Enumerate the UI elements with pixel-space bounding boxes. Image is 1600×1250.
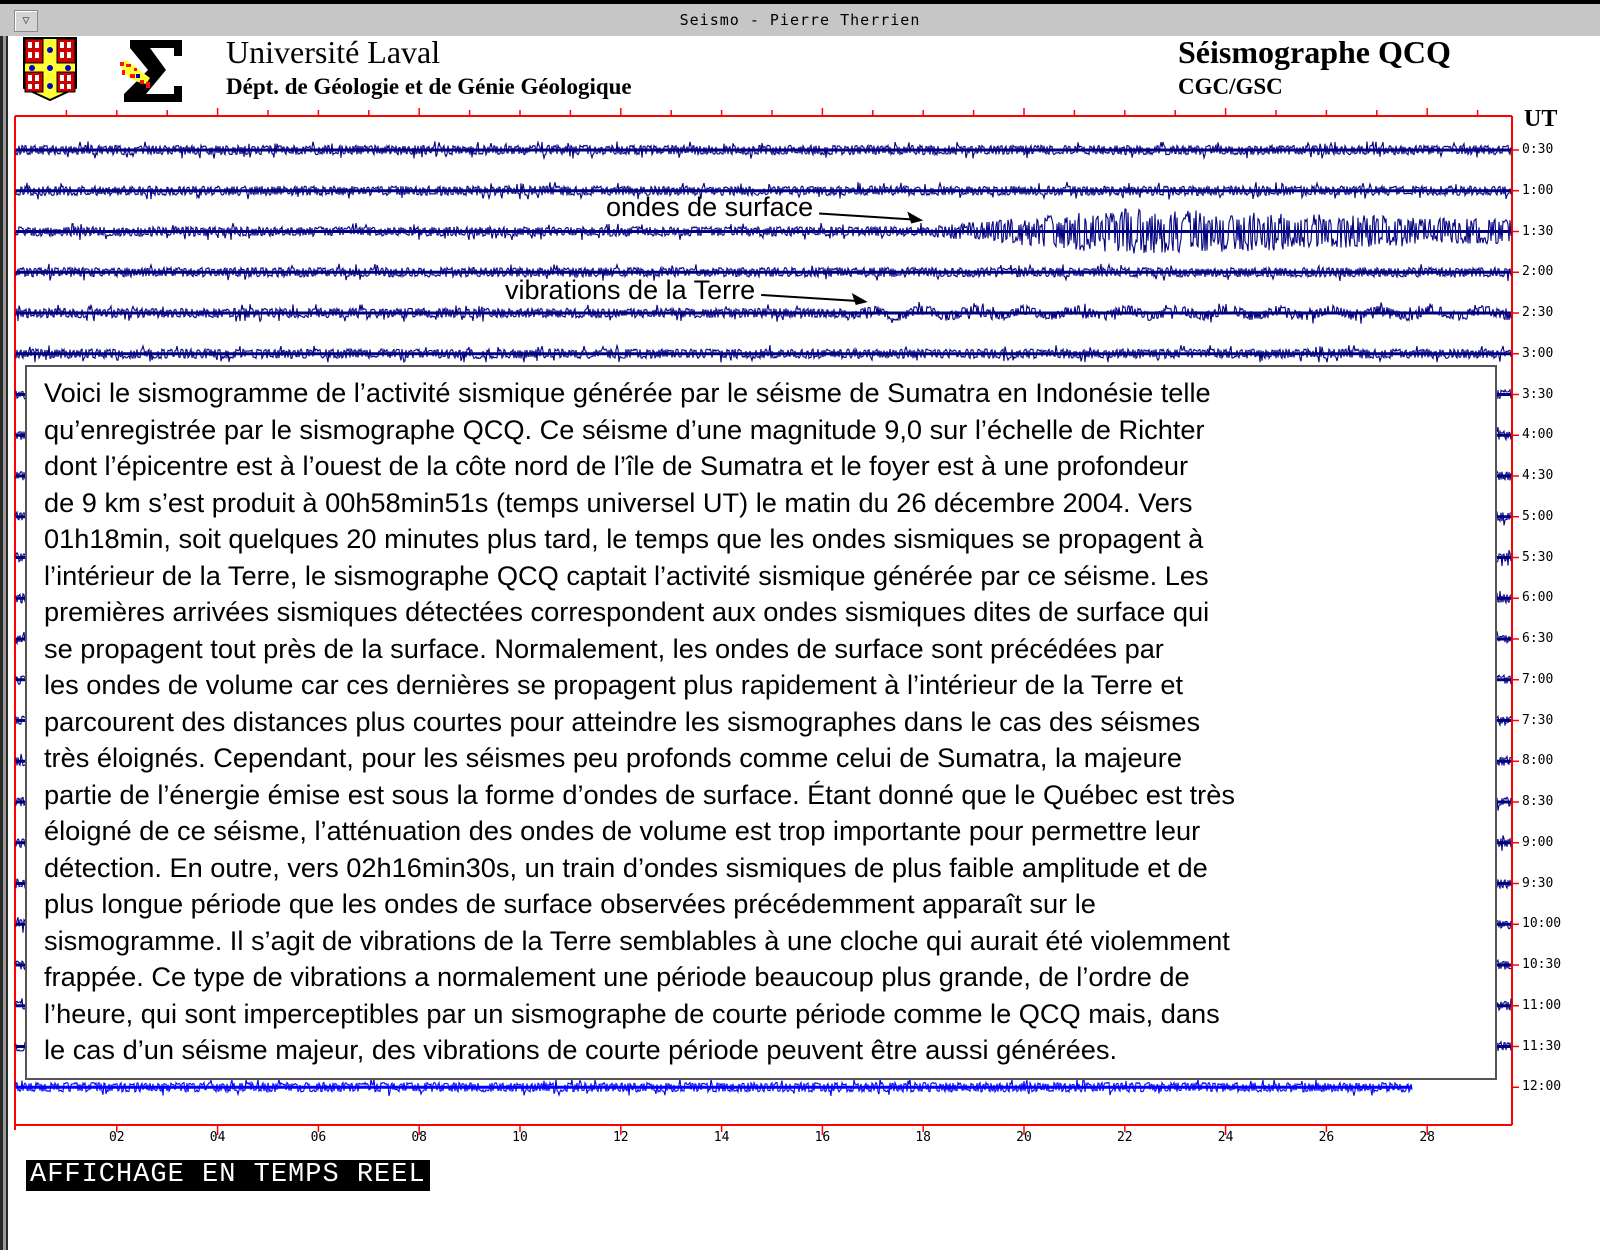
arrowhead-icon — [907, 212, 923, 224]
x-tick-label: 20 — [1016, 1130, 1032, 1145]
ut-row-label: 3:00 — [1522, 345, 1554, 361]
ut-axis-label: UT — [1524, 106, 1558, 132]
description-text: Voici le sismogramme de l’activité sismique générée par le séisme de Sumatra en Indonésie telle qu’enregistrée par le sismographe QCQ. Ce séisme d’une magnitude 9,0 sur l’échelle de Richter dont l’épicentre est à l’ouest de la côte nord de l’île de Sumatra et le foyer est à une profondeur de 9 km s’est produit à 00h58min51s (temps universel UT) le matin du 26 décembre 2004. Vers 01h18min, soit quelques 20 minutes plus tard, le temps que les ondes sismiques se propagent à l’intérieur de la Terre, le sismographe QCQ captait l’activité sismique générée par ce séisme. Les premières arrivées sismiques détectées correspondent aux ondes sismiques dites de surface qui se propagent tout près de la surface. Normalement, les ondes de surface sont précédées par les ondes de volume car ces dernières se propagent plus rapidement à l’intérieur de la Terre et parcourent des distances plus courtes pour atteindre les sismographes dans le cas des séismes très éloignés. Cependant, pour les séismes peu profonds comme celui de Sumatra, la majeure partie de l’énergie émise est sous la forme d’ondes de surface. Étant donné que le Québec est très éloigné de ce séisme, l’atténuation des ondes de volume est trop importante pour permettre leur détection. En outre, vers 02h16min30s, un train d’ondes sismiques de plus faible amplitude et de plus longue période que les ondes de surface observées précédemment apparaît sur le sismogramme. Il s’agit de vibrations de la Terre semblables à une cloche qui aurait été violemment frappée. Ce type de vibrations a normalement une période beaucoup plus grande, de l’ordre de l’heure, qui sont imperceptibles par un sismographe de courte période comme le QCQ mais, dans le cas d’un séisme majeur, des vibrations de courte période peuvent être aussi générées. — [44, 377, 1235, 1065]
ut-row-label: 4:30 — [1522, 468, 1554, 483]
ut-row-label: 1:30 — [1522, 223, 1554, 239]
realtime-mode-label: AFFICHAGE EN TEMPS REEL — [26, 1160, 430, 1191]
x-tick-label: 26 — [1318, 1130, 1335, 1145]
ut-row-label: 11:30 — [1522, 1038, 1562, 1054]
ut-row-label: 6:00 — [1522, 590, 1554, 606]
ut-row-label: 6:30 — [1522, 631, 1554, 646]
x-tick-label: 28 — [1419, 1130, 1436, 1145]
x-tick-label: 24 — [1217, 1130, 1234, 1145]
ut-row-label: 7:30 — [1522, 712, 1554, 728]
x-tick-label: 18 — [915, 1130, 932, 1145]
ut-row-label: 10:00 — [1522, 916, 1562, 932]
ut-row-label: 4:00 — [1522, 427, 1554, 443]
department-name: Dépt. de Géologie et de Génie Géologique — [226, 74, 632, 99]
ut-row-label: 7:00 — [1522, 671, 1554, 687]
ut-row-label: 9:00 — [1522, 834, 1554, 850]
x-tick-label: 14 — [713, 1130, 730, 1145]
annotation-arrow-icon — [819, 214, 913, 220]
ut-row-label: 8:00 — [1522, 753, 1554, 769]
ut-row-label: 10:30 — [1522, 957, 1562, 972]
ut-row-label: 9:30 — [1522, 875, 1554, 891]
ut-row-label: 8:30 — [1522, 794, 1554, 809]
ut-row-label: 3:30 — [1522, 386, 1554, 402]
annotation-surface-waves: ondes de surface — [606, 192, 814, 222]
ut-row-label: 11:00 — [1522, 997, 1562, 1013]
arrowhead-icon — [852, 293, 868, 305]
annotation-earth-vibrations: vibrations de la Terre — [505, 275, 756, 305]
description-box — [25, 365, 1497, 1080]
x-tick-label: 04 — [209, 1130, 226, 1145]
x-tick-label: 16 — [814, 1130, 831, 1145]
ut-row-label: 5:30 — [1522, 549, 1554, 565]
x-tick-label: 22 — [1116, 1130, 1133, 1145]
triangle-down-icon: ▽ — [22, 13, 30, 27]
x-tick-label: 02 — [108, 1130, 125, 1145]
ut-row-label: 5:00 — [1522, 508, 1554, 524]
window-title: Seismo - Pierre Therrien — [679, 11, 921, 29]
ut-row-label: 2:00 — [1522, 264, 1554, 280]
agency-name: CGC/GSC — [1178, 74, 1283, 99]
ut-row-label: 12:00 — [1522, 1079, 1562, 1095]
ut-row-label: 1:00 — [1522, 182, 1554, 198]
x-tick-label: 08 — [411, 1130, 428, 1145]
annotation-arrow-icon — [761, 295, 858, 301]
institution-name: Université Laval — [226, 34, 441, 70]
x-tick-label: 06 — [310, 1130, 327, 1145]
x-tick-label: 12 — [612, 1130, 629, 1145]
ut-row-label: 0:30 — [1522, 142, 1554, 157]
x-tick-label: 10 — [512, 1130, 528, 1145]
ut-row-label: 2:30 — [1522, 305, 1554, 320]
seismograph-name: Séismographe QCQ — [1178, 34, 1451, 70]
